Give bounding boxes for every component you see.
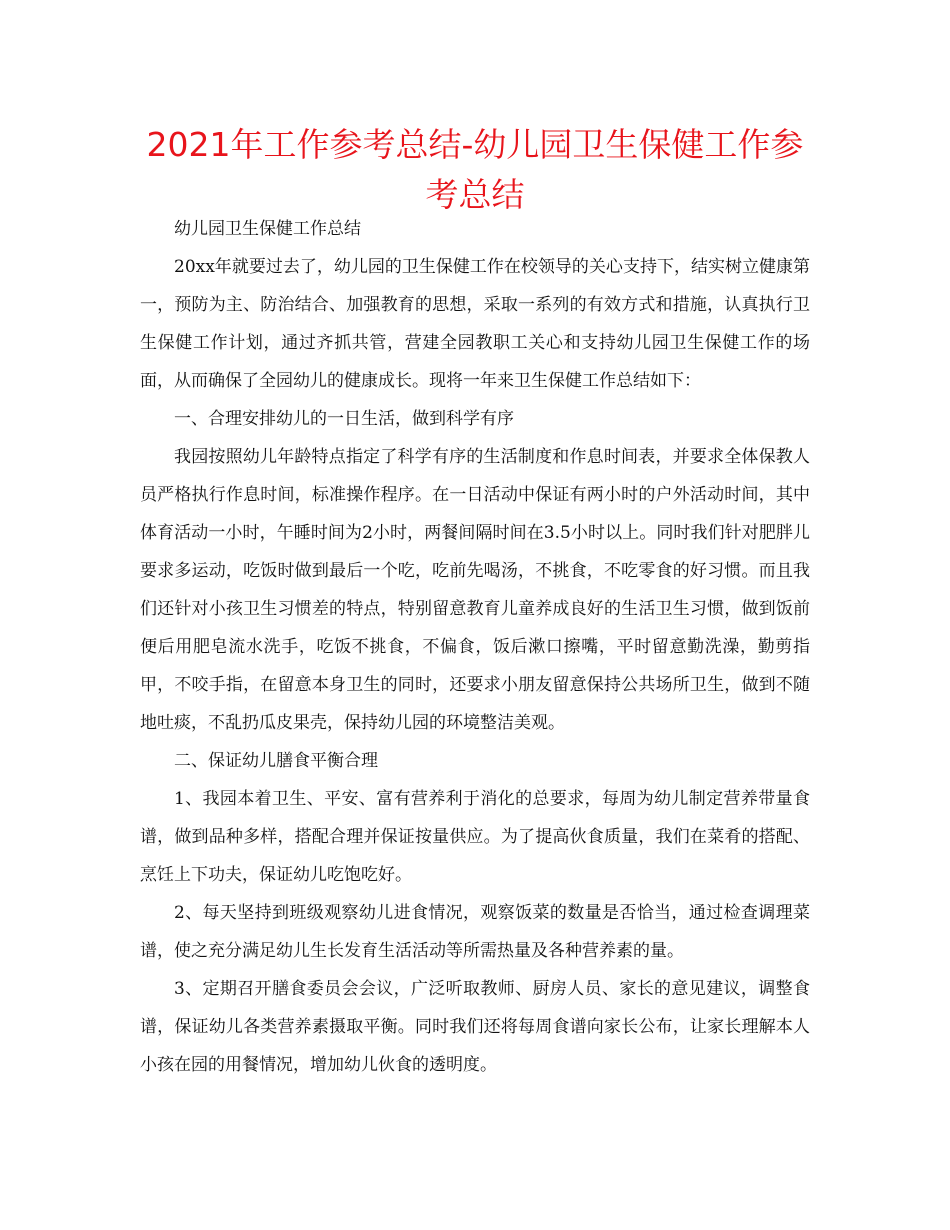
intro-paragraph: 20xx年就要过去了，幼儿园的卫生保健工作在校领导的关心支持下，结实树立健康第一，预防为主、防治结合、加强教育的思想，采取一系列的有效方式和措施，认真执行卫生保健工作计划，通过齐抓共管，营建全园教职工关心和支持幼儿园卫生保健工作的场面，从而确保了全园幼儿的健康成长。现将一年来卫生保健工作总结如下：: [140, 257, 810, 391]
section-1-paragraph: 我园按照幼儿年龄特点指定了科学有序的生活制度和作息时间表，并要求全体保教人员严格执行作息时间，标准操作程序。在一日活动中保证有两小时的户外活动时间，其中体育活动一小时，午睡时间为2小时，两餐间隔时间在3.5小时以上。同时我们针对肥胖儿要求多运动，吃饭时做到最后一个吃，吃前先喝汤，不挑食，不吃零食的好习惯。而且我们还针对小孩卫生习惯差的特点，特别留意教育儿童养成良好的生活卫生习惯，做到饭前便后用肥皂流水洗手，吃饭不挑食，不偏食，饭后漱口擦嘴，平时留意勤洗澡，勤剪指甲，不咬手指，在留意本身卫生的同时，还要求小朋友留意保持公共场所卫生，做到不随地吐痰，不乱扔瓜皮果壳，保持幼儿园的环境整洁美观。: [140, 447, 810, 733]
section-2-item-1: 1、我园本着卫生、平安、富有营养利于消化的总要求，每周为幼儿制定营养带量食谱，做到品种多样，搭配合理并保证按量供应。为了提高伙食质量，我们在菜肴的搭配、烹饪上下功夫，保证幼儿吃饱吃好。: [140, 789, 810, 885]
section-subtitle: 幼儿园卫生保健工作总结: [174, 219, 361, 239]
section-heading-1: 一、合理安排幼儿的一日生活，做到科学有序: [174, 409, 514, 429]
section-2-item-3: 3、定期召开膳食委员会会议，广泛听取教师、厨房人员、家长的意见建议，调整食谱，保证幼儿各类营养素摄取平衡。同时我们还将每周食谱向家长公布，让家长理解本人小孩在园的用餐情况，增加幼儿伙食的透明度。: [140, 979, 810, 1075]
section-2-item-2: 2、每天坚持到班级观察幼儿进食情况，观察饭菜的数量是否恰当，通过检查调理菜谱，使之充分满足幼儿生长发育生活活动等所需热量及各种营养素的量。: [140, 903, 810, 961]
document-body: [140, 210, 810, 1084]
section-heading-2: 二、保证幼儿膳食平衡合理: [174, 751, 378, 771]
document-title: 2021年工作参考总结-幼儿园卫生保健工作参考总结: [146, 125, 804, 214]
